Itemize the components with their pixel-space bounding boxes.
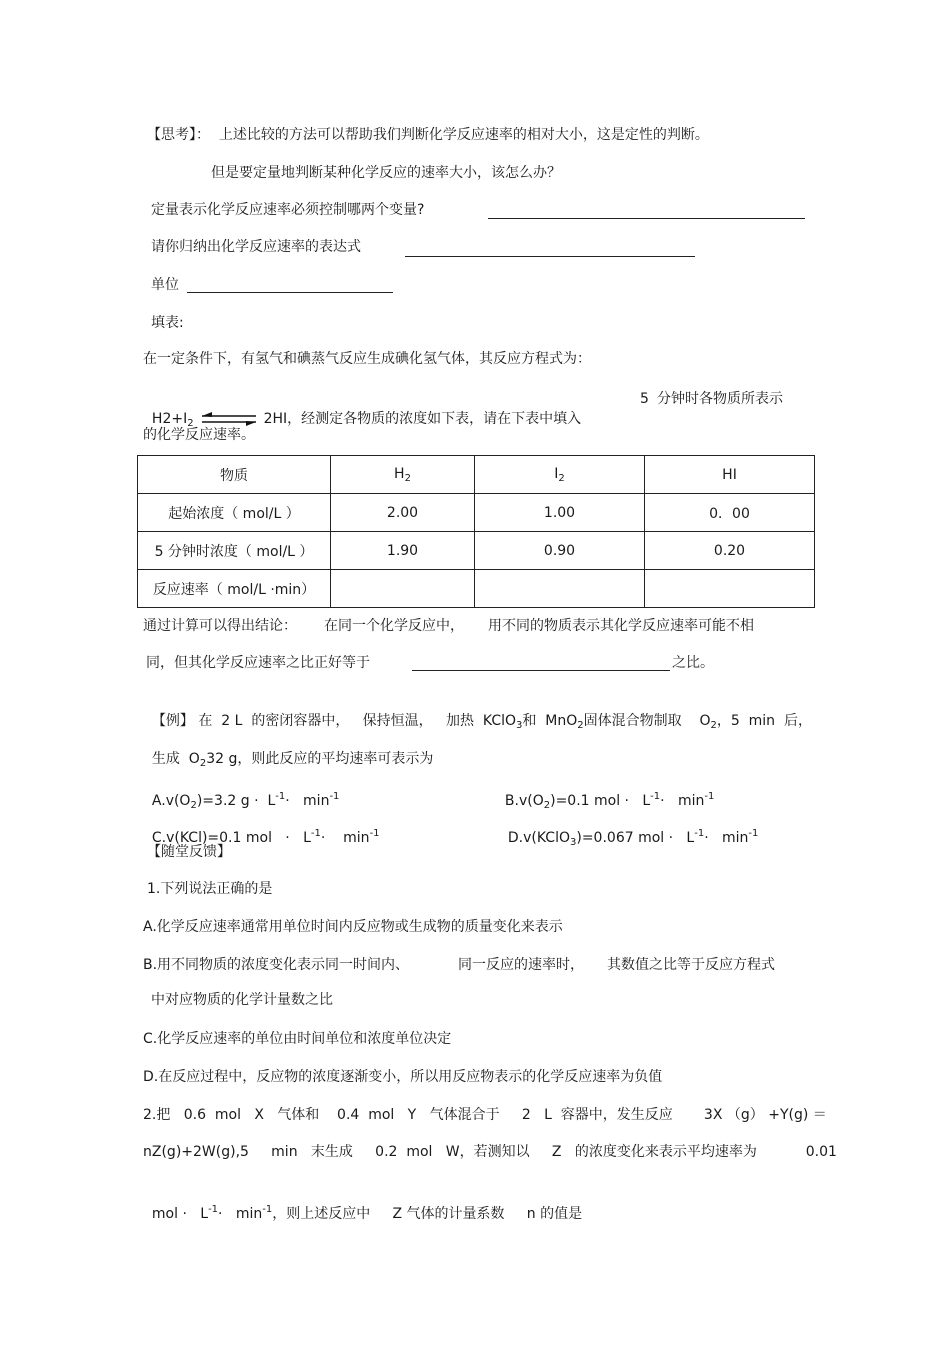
table-cell: 0.20 bbox=[645, 532, 815, 570]
feedback-option-b-1[interactable]: B.用不同物质的浓度变化表示同一时间内、 bbox=[143, 957, 410, 973]
concentration-table bbox=[137, 455, 815, 608]
option-c[interactable]: C.v(KCl)=0.1 mol · $L^{-1}\cdot$ $\min^{-1}$ bbox=[151, 828, 380, 846]
answer-cell[interactable] bbox=[645, 570, 815, 608]
header-i2: $I_2$ bbox=[475, 456, 645, 494]
reversible-arrow-icon bbox=[200, 412, 258, 426]
reaction-tail: 分钟时各物质所表示 bbox=[657, 391, 783, 407]
think-line-1: 【思考】： 上述比较的方法可以帮助我们判断化学反应速率的相对大小，这是定性的判断。 bbox=[147, 127, 709, 143]
answer-cell[interactable] bbox=[331, 570, 475, 608]
reactant-h: H bbox=[151, 411, 163, 427]
answer-blank-variables[interactable] bbox=[488, 218, 805, 219]
header-hi: HI bbox=[645, 456, 815, 494]
feedback-q2-line-3: mol · $L^{-1}\cdot \min^{-1}$，则上述反应中 Z 气体的计量系数 n 的值是 bbox=[151, 1204, 583, 1222]
option-b[interactable]: $B.v(O_2)=0.1$ mol · $L^{-1}\cdot \min^{-1}$ bbox=[504, 791, 715, 811]
question-variables: 定量表示化学反应速率必须控制哪两个变量? bbox=[151, 202, 425, 218]
example-line-2: 生成 $O_232$ g，则此反应的平均速率可表示为 bbox=[151, 751, 434, 769]
fill-table-label: 填表: bbox=[151, 315, 184, 331]
question-unit: 单位 bbox=[151, 277, 179, 293]
table-cell: 1.90 bbox=[331, 532, 475, 570]
conclusion-1c: 用不同的物质表示其化学反应速率可能不相 bbox=[488, 618, 754, 634]
feedback-option-b-2: 同一反应的速率时， bbox=[458, 957, 584, 973]
conclusion-1b: 在同一个化学反应中， bbox=[324, 618, 464, 634]
think-line-2: 但是要定量地判断某种化学反应的速率大小，该怎么办？ bbox=[211, 165, 561, 181]
header-h2: $H_2$ bbox=[331, 456, 475, 494]
conclusion-2a: 同，但其化学反应速率之比正好等于 bbox=[146, 655, 370, 671]
table-row bbox=[138, 532, 815, 570]
table-cell: 0．00 bbox=[645, 494, 815, 532]
answer-cell[interactable] bbox=[475, 570, 645, 608]
table-header-row bbox=[138, 456, 815, 494]
feedback-title: 【随堂反馈】 bbox=[147, 844, 231, 860]
reaction-intro: 在一定条件下，有氢气和碘蒸气反应生成碘化氢气体，其反应方程式为： bbox=[143, 351, 591, 367]
answer-blank-expression[interactable] bbox=[405, 256, 695, 257]
reaction-minutes: 5 bbox=[640, 391, 649, 407]
feedback-option-d[interactable]: D.在反应过程中，反应物的浓度逐渐变小，所以用反应物表示的化学反应速率为负值 bbox=[143, 1069, 663, 1085]
table-cell: 1.00 bbox=[475, 494, 645, 532]
reactant-plus-i: 2+I bbox=[162, 411, 188, 427]
conclusion-1a: 通过计算可以得出结论： bbox=[143, 618, 297, 634]
reaction-line-3: 的化学反应速率。 bbox=[143, 427, 255, 443]
feedback-q1: 1.下列说法正确的是 bbox=[147, 881, 273, 897]
option-d[interactable]: D.v(KClO$_3$)=0.067 mol · $L^{-1}\cdot \min^{-1}$ bbox=[507, 828, 759, 848]
header-substance: 物质 bbox=[138, 456, 331, 494]
row-label: 起始浓度（ mol/L ） bbox=[138, 494, 331, 532]
reactant-i-subscript: 2 bbox=[187, 418, 194, 429]
feedback-option-b-4: 中对应物质的化学计量数之比 bbox=[151, 992, 333, 1008]
answer-blank-unit[interactable] bbox=[187, 292, 393, 293]
feedback-option-a[interactable]: A.化学反应速率通常用单位时间内反应物或生成物的质量变化来表示 bbox=[143, 919, 563, 935]
table-row bbox=[138, 570, 815, 608]
product-text: 2HI，经测定各物质的浓度如下表，请在下表中填入 bbox=[263, 411, 582, 427]
table-cell: 2.00 bbox=[331, 494, 475, 532]
feedback-option-c[interactable]: C.化学反应速率的单位由时间单位和浓度单位决定 bbox=[143, 1031, 452, 1047]
answer-blank-ratio[interactable] bbox=[412, 670, 670, 671]
conclusion-2b: 之比。 bbox=[672, 655, 714, 671]
feedback-q2-line-1: 2.把 0.6 mol X 气体和 0.4 mol Y 气体混合于 2 L 容器中，发生反应 3X （g） +Y(g) ＝ bbox=[143, 1107, 827, 1123]
option-a[interactable]: $A.v(O_2)=3.2$ $g \cdot L^{-1}\cdot \min^{-1}$ bbox=[151, 791, 340, 811]
row-label: 5 分钟时浓度（ mol/L ） bbox=[138, 532, 331, 570]
row-label: 反应速率（ mol/L ·min） bbox=[138, 570, 331, 608]
feedback-q2-line-2: nZ(g)+2W(g),5 min 末生成 0.2 mol W，若测知以 Z 的浓度变化来表示平均速率为 0.01 bbox=[143, 1144, 837, 1160]
example-line-1: 【例】 在 2 L 的密闭容器中， 保持恒温， 加热 KClO$_3$和 MnO$_2$固体混合物制取 $O_2$，5 min 后， bbox=[151, 713, 812, 731]
table-row bbox=[138, 494, 815, 532]
table-cell: 0.90 bbox=[475, 532, 645, 570]
question-expression: 请你归纳出化学反应速率的表达式 bbox=[151, 239, 361, 255]
feedback-option-b-3: 其数值之比等于反应方程式 bbox=[607, 957, 775, 973]
